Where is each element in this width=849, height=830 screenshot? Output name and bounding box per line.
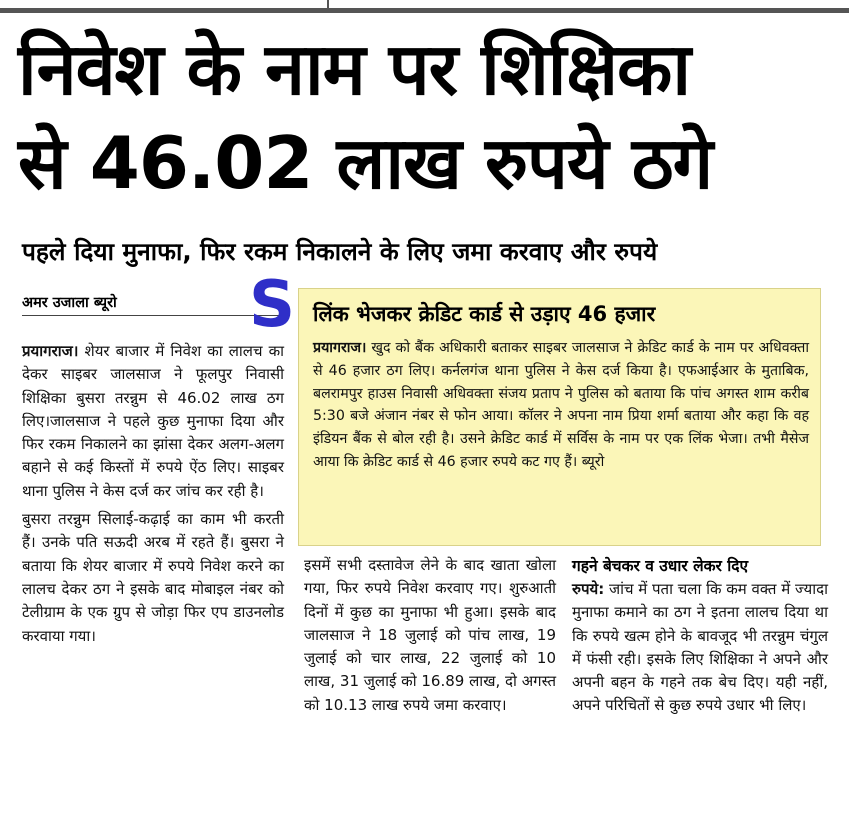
paragraph-text: इसमें सभी दस्तावेज लेने के बाद खाता खोला गया, फिर रुपये निवेश करवाए गए। शुरुआती दिनों में कुछ का मुनाफा भी हुआ। इसके बाद जालसाज ने 18 जुलाई को पांच लाख, 19 जुलाई को चार लाख, 22 जुलाई को 10 लाख, 31 जुलाई को 16.89 लाख, दो अगस्त को 10.13 लाख रुपये जमा करवाए। (304, 556, 556, 714)
main-story-column-1 (22, 340, 284, 648)
boxed-story-title: लिंक भेजकर क्रेडिट कार्ड से उड़ाए 46 हजार (313, 302, 656, 326)
paragraph-text: बुसरा तरन्नुम सिलाई-कढ़ाई का काम भी करती हैं। उनके पति सऊदी अरब में रहते हैं। बुसरा ने बताया कि शेयर बाजार में रुपये निवेश करने का लालच देकर ठग ने इसके बाद मोबाइल नंबर को टेलीग्राम के एक ग्रुप से जोड़ा फिर एप डाउनलोड करवाया गया। (22, 510, 284, 645)
boxed-sidebar-story (298, 288, 821, 546)
byline: अमर उजाला ब्यूरो (22, 295, 117, 311)
main-story-paragraph-3 (304, 554, 556, 717)
subheading-continuation: रुपये: (572, 580, 605, 598)
paragraph-text: शेयर बाजार में निवेश का लालच का देकर साइबर जालसाज ने फूलपुर निवासी शिक्षिका बुसरा तरन्नुम से 46.02 लाख ठग लिए।जालसाज ने पहले कुछ मुनाफा दिया और फिर रकम निकालने का झांसा देकर अलग-अलग बहाने से कई किस्तों में रुपये ऐंठ लिए। साइबर थाना पुलिस ने केस दर्ज कर जांच कर रही है। (22, 342, 284, 500)
paragraph-text: जांच में पता चला कि कम वक्त में ज्यादा मुनाफा कमाने का ठग ने इतना लालच दिया था कि रुपये खत्म होने के बावजूद भी तरन्नुम चंगुल में फंसी रही। इसके लिए शिक्षिका ने अपने और अपनी बहन के गहने तक बेच दिए। यही नहीं, अपने परिचितों से कुछ रुपये उधार भी लिए। (572, 580, 828, 715)
byline-rule (22, 315, 284, 316)
headline-line-2: से 46.02 लाख रुपये ठगे (18, 121, 713, 205)
top-column-tick (327, 0, 329, 9)
paragraph-text: खुद को बैंक अधिकारी बताकर साइबर जालसाज ने क्रेडिट कार्ड के नाम पर अधिवक्ता से 46 हजार ठग लिए। कर्नलगंज थाना पुलिस ने केस दर्ज किया है। एफआईआर के मुताबिक, बलरामपुर हाउस निवासी अधिवक्ता संजय प्रताप ने पुलिस को बताया कि पांच अगस्त शाम करीब 5:30 बजे अंजान नंबर से फोन आया। कॉलर ने अपना नाम प्रिया शर्मा बताया और कहा कि वह इंडियन बैंक से बोल रही है। उसने क्रेडिट कार्ड में सर्विस के नाम पर एक लिंक भेजा। तभी मैसेज आया कि क्रेडिट कार्ड से 46 हजार रुपये कट गए हैं। ब्यूरो (313, 340, 809, 470)
main-story-column-2 (304, 554, 556, 717)
watermark-s-logo: S (249, 268, 296, 342)
boxed-story-text (313, 337, 809, 474)
main-story-paragraph-1 (22, 340, 284, 503)
subheadline: पहले दिया मुनाफा, फिर रकम निकालने के लिए जमा करवाए और रुपये (22, 237, 658, 266)
headline-line-1: निवेश के नाम पर शिक्षिका (18, 27, 690, 111)
section-subheading: गहने बेचकर व उधार लेकर दिए (572, 557, 749, 575)
main-story-paragraph-4 (572, 578, 828, 718)
main-story-column-3 (572, 554, 828, 718)
headline (18, 22, 838, 210)
dateline: प्रयागराज। (313, 340, 367, 356)
dateline: प्रयागराज। (22, 342, 79, 360)
main-story-paragraph-2 (22, 508, 284, 648)
top-rule (0, 8, 849, 13)
